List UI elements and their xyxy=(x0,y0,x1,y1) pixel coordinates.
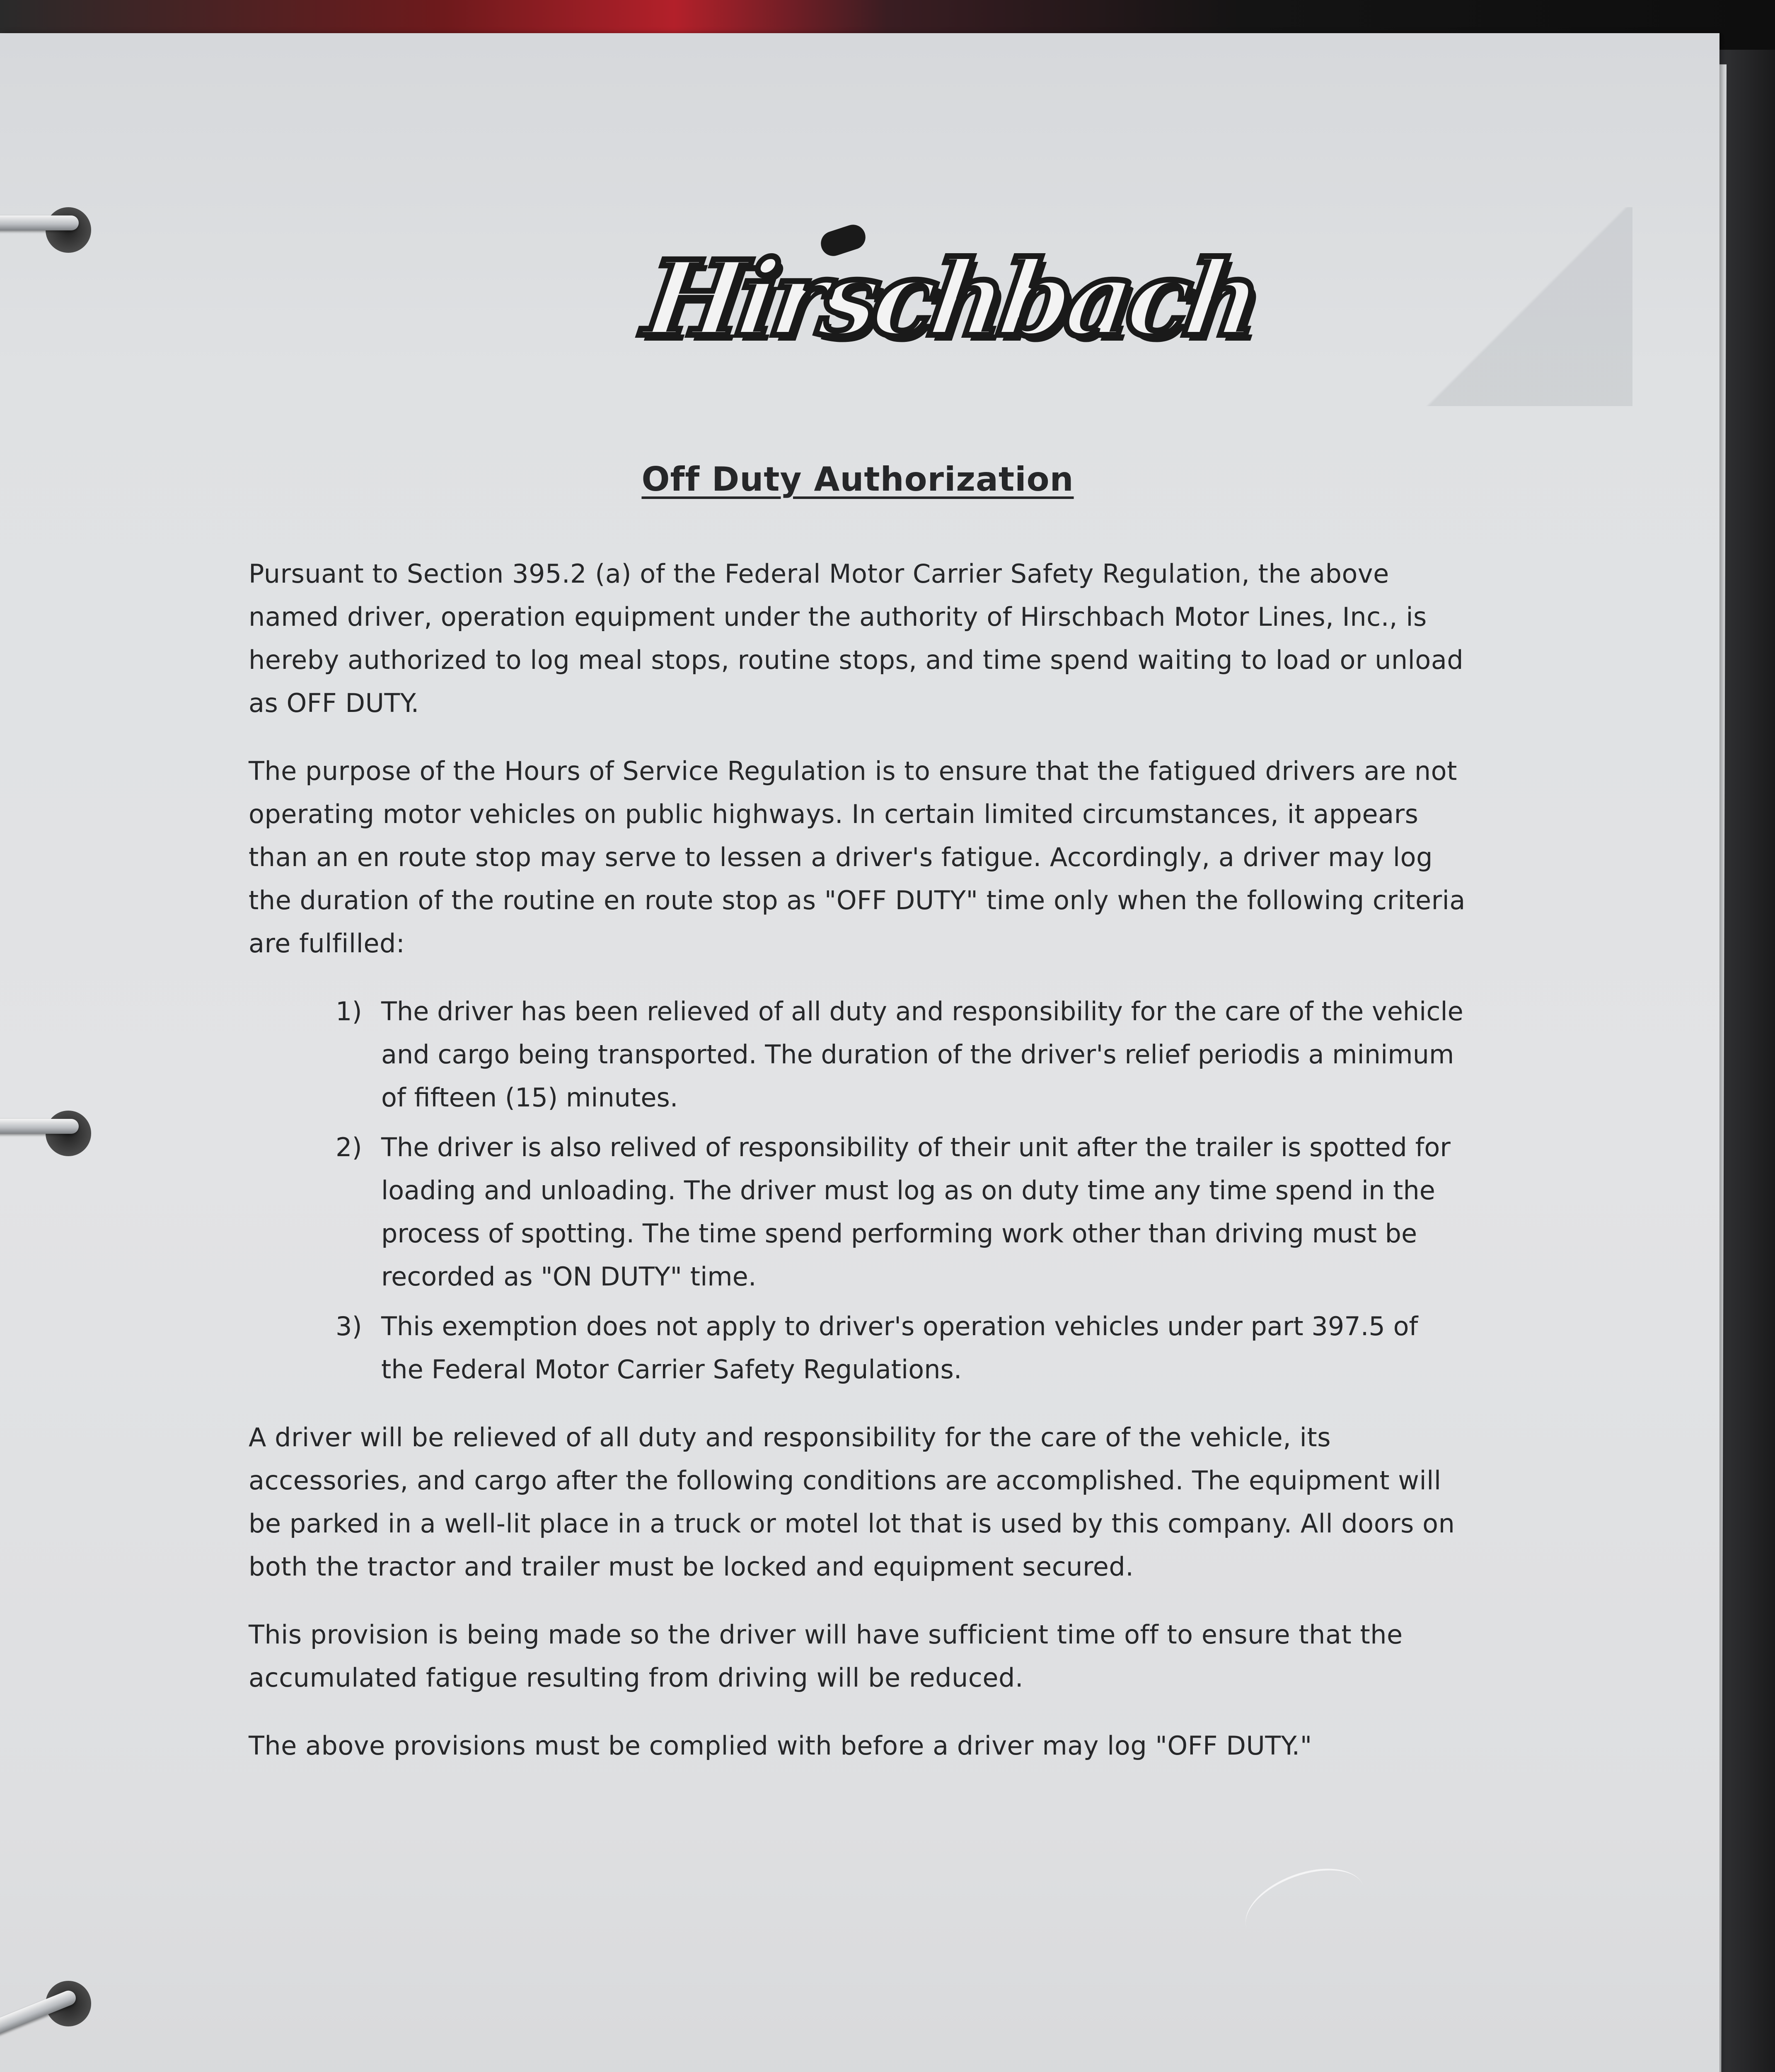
list-text: The driver is also relived of responsibility of their unit after the trailer is spotted for loading and unloading. The driver must log as on duty time any time spend in the process of spotting. The time spend performing work other than driving must be recorded as "ON DUTY" time. xyxy=(381,1132,1451,1292)
paragraph-conditions: A driver will be relieved of all duty and responsibility for the care of the vehicle, its accessories, and cargo after the following conditions are accomplished. The equipment will be parked in a well-lit place in a truck or motel lot that is used by this company. All doors on both the tractor and trailer must be locked and equipment secured. xyxy=(249,1422,1455,1582)
document-page xyxy=(0,33,1719,2072)
list-item xyxy=(336,990,1467,1119)
binder-ring-middle xyxy=(0,1111,104,1164)
binder-ring-top xyxy=(0,207,104,261)
list-number: 2) xyxy=(336,1132,362,1162)
list-text: This exemption does not apply to driver's operation vehicles under part 397.5 of the Federal Motor Carrier Safety Regulations. xyxy=(381,1311,1418,1385)
paragraph-compliance: The above provisions must be complied with before a driver may log "OFF DUTY." xyxy=(249,1731,1312,1761)
show-through-shading xyxy=(1417,207,1632,406)
document-title: Off Duty Authorization xyxy=(641,460,1074,499)
list-number: 1) xyxy=(336,996,362,1026)
ring-metal xyxy=(0,215,79,230)
paragraph-purpose: The purpose of the Hours of Service Regulation is to ensure that the fatigued drivers are not operating motor vehicles on public highways. In certain limited circumstances, it appears than an en route stop may serve to lessen a driver's fatigue. Accordingly, a driver may log the duration of the routine en route stop as "OFF DUTY" time only when the following criteria are fulfilled: xyxy=(249,756,1465,959)
ring-metal xyxy=(0,1119,79,1134)
logo-wordmark: Hirschbach xyxy=(638,237,1264,359)
paragraph-provision: This provision is being made so the driver will have sufficient time off to ensure that the accumulated fatigue resulting from driving will be reduced. xyxy=(249,1619,1403,1693)
document-body xyxy=(249,460,1467,1792)
criteria-list xyxy=(336,990,1467,1391)
list-text: The driver has been relieved of all duty and responsibility for the care of the vehicle and cargo being transported. The duration of the driver's relief periodis a minimum of fifteen (15) minutes. xyxy=(381,996,1463,1113)
list-number: 3) xyxy=(336,1311,362,1341)
binder-ring-bottom xyxy=(0,1981,104,2035)
company-logo xyxy=(638,224,1264,373)
paper-glare xyxy=(1235,1854,1375,1961)
paragraph-authorization: Pursuant to Section 395.2 (a) of the Federal Motor Carrier Safety Regulation, the above named driver, operation equipment under the authority of Hirschbach Motor Lines, Inc., is hereby authorized to log meal stops, routine stops, and time spend waiting to load or unload as OFF DUTY. xyxy=(249,559,1464,718)
list-item xyxy=(336,1126,1467,1298)
list-item xyxy=(336,1305,1467,1391)
